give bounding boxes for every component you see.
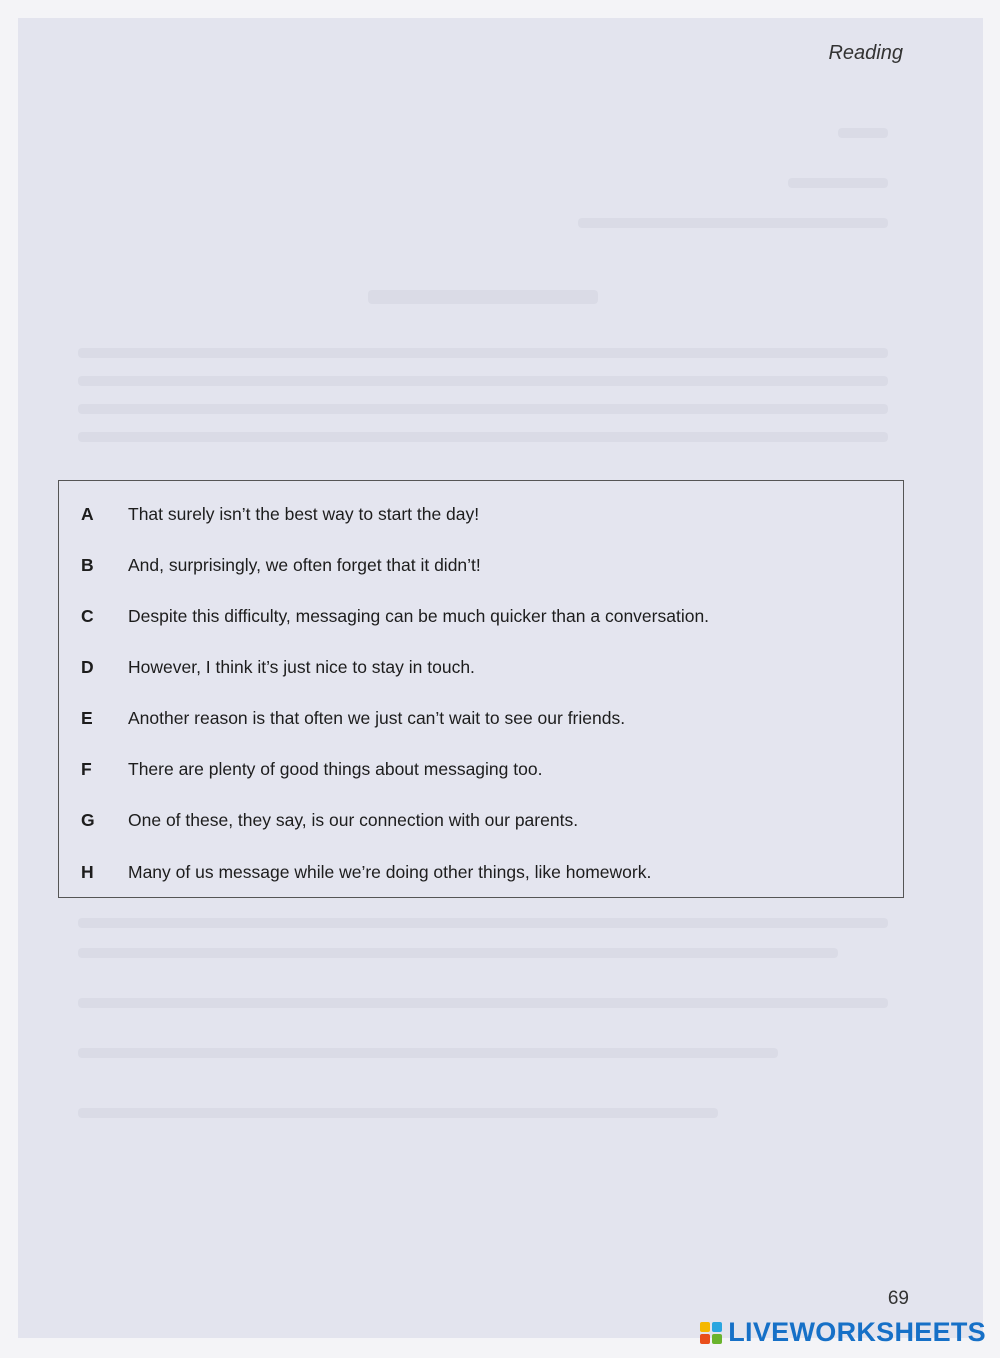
page-number: 69 xyxy=(887,1288,909,1309)
bleed-through-mark xyxy=(78,348,888,358)
option-e xyxy=(59,703,903,733)
bleed-through-mark xyxy=(838,128,888,138)
bleed-through-mark xyxy=(78,998,888,1008)
option-text: However, I think it’s just nice to stay in touch. xyxy=(128,656,475,677)
option-text: And, surprisingly, we often forget that it didn’t! xyxy=(128,554,481,575)
option-letter: E xyxy=(81,707,93,728)
option-text: That surely isn’t the best way to start the day! xyxy=(128,503,480,524)
bleed-through-mark xyxy=(78,1048,778,1058)
option-text: Another reason is that often we just can’t wait to see our friends. xyxy=(128,707,626,728)
option-letter: C xyxy=(81,605,94,626)
bleed-through-mark xyxy=(368,290,598,304)
option-f xyxy=(59,754,903,784)
bleed-through-mark xyxy=(78,432,888,442)
option-letter: A xyxy=(81,503,94,524)
worksheet-page xyxy=(18,18,983,1338)
bleed-through-mark xyxy=(578,218,888,228)
bleed-through-mark xyxy=(78,948,838,958)
option-text: There are plenty of good things about messaging too. xyxy=(128,758,543,779)
option-b xyxy=(59,550,903,580)
option-a xyxy=(59,499,903,529)
option-h xyxy=(59,857,903,887)
option-text: Many of us message while we’re doing other things, like homework. xyxy=(128,861,652,882)
option-text: Despite this difficulty, messaging can be much quicker than a conversation. xyxy=(128,605,710,626)
liveworksheets-watermark xyxy=(700,1317,986,1348)
option-c xyxy=(59,601,903,631)
option-letter: B xyxy=(81,554,94,575)
option-letter: D xyxy=(81,656,94,677)
watermark-text: LIVEWORKSHEETS xyxy=(728,1317,986,1347)
option-letter: G xyxy=(81,809,95,830)
sentence-options-box xyxy=(58,480,904,898)
bleed-through-mark xyxy=(78,918,888,928)
bleed-through-mark xyxy=(78,1108,718,1118)
option-letter: H xyxy=(81,861,94,882)
bleed-through-mark xyxy=(78,404,888,414)
option-letter: F xyxy=(81,758,92,779)
bleed-through-mark xyxy=(788,178,888,188)
bleed-through-mark xyxy=(78,376,888,386)
option-d xyxy=(59,652,903,682)
liveworksheets-logo-icon xyxy=(700,1322,722,1344)
section-title: Reading xyxy=(828,42,903,64)
option-text: One of these, they say, is our connection with our parents. xyxy=(128,809,579,830)
option-g xyxy=(59,805,903,835)
